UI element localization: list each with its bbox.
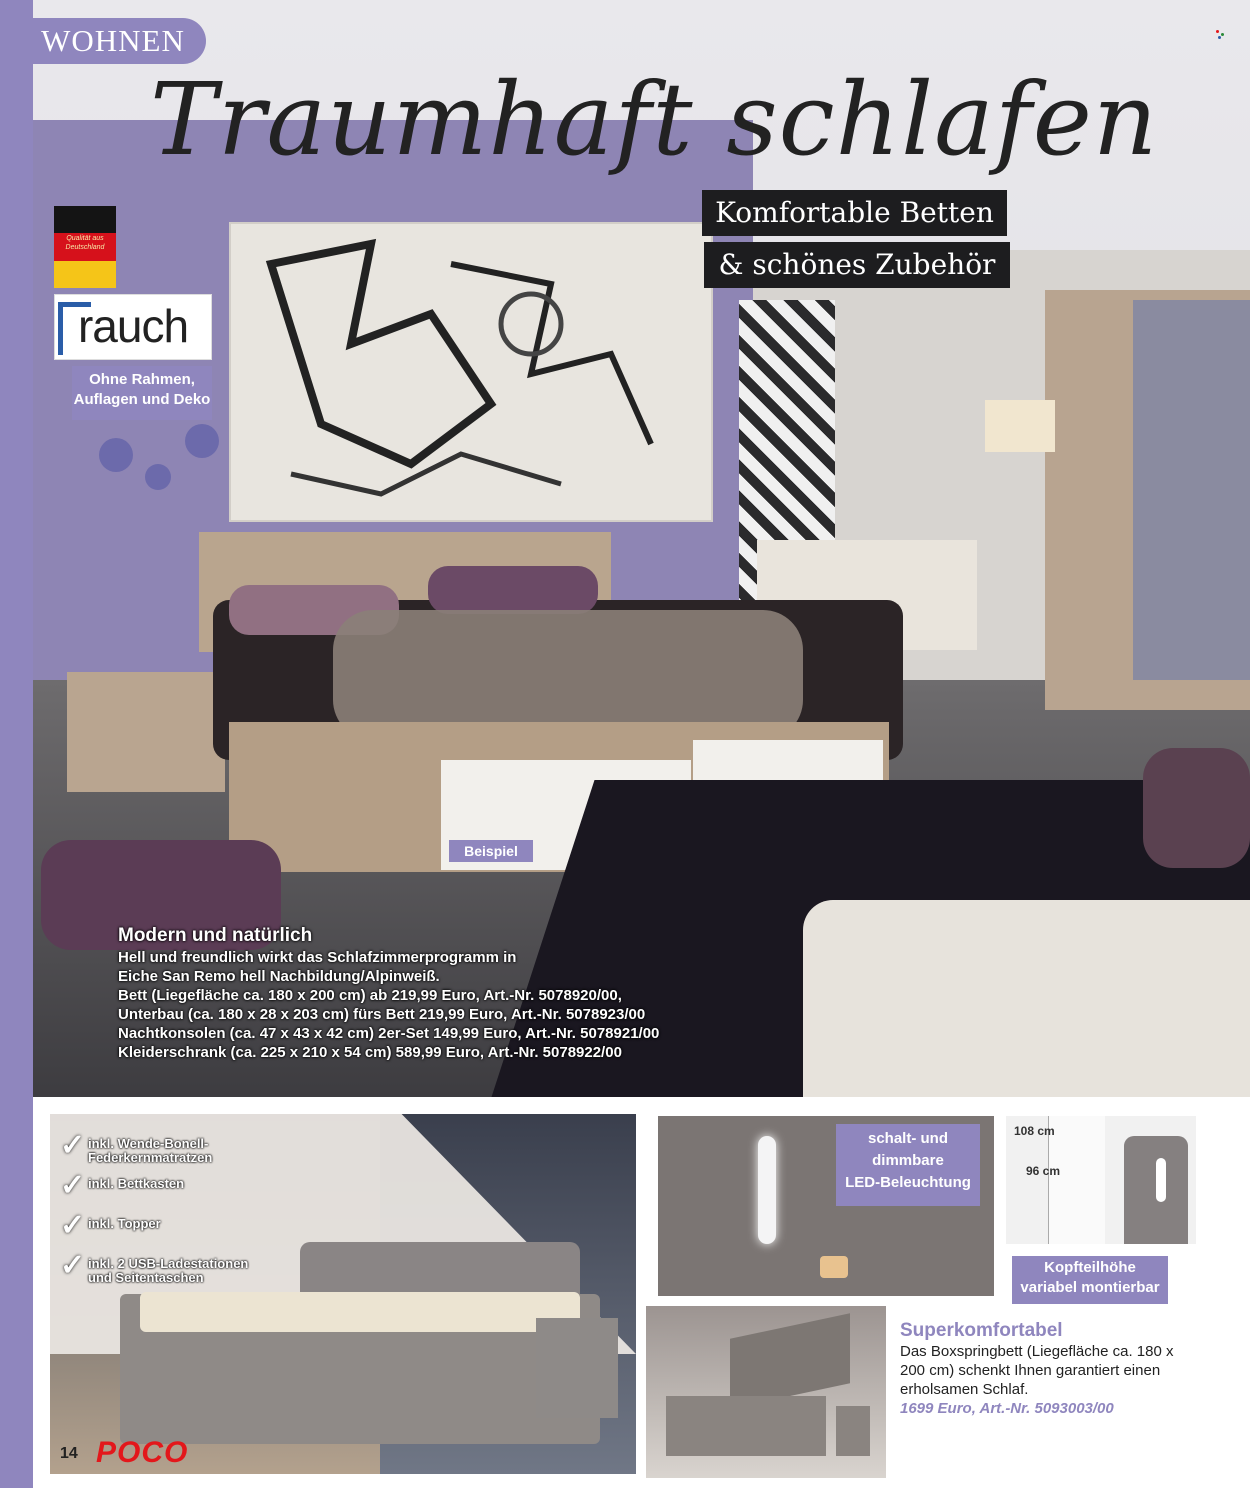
product-line: Kleiderschrank (ca. 225 x 210 x 54 cm) 589,99 Euro, Art.-Nr. 5078922/00 <box>118 1044 622 1061</box>
feature-text <box>88 1257 248 1285</box>
checkmark-icon: ✓ <box>60 1169 86 1202</box>
feature-item <box>60 1209 280 1253</box>
floor-lamp-shade <box>985 400 1055 452</box>
product-line: Hell und freundlich wirkt das Schlafzimmerprogramm in <box>118 949 517 966</box>
product-line: 200 cm) schenkt Ihnen garantiert einen <box>900 1362 1161 1379</box>
feature-text-line: inkl. Bettkasten <box>88 1176 185 1191</box>
color-dot <box>1218 36 1221 39</box>
bedbox-storage-photo <box>646 1306 886 1478</box>
feature-list <box>60 1129 280 1293</box>
led-light <box>758 1136 776 1244</box>
feature-item <box>60 1249 280 1293</box>
topper <box>140 1292 580 1332</box>
rauch-logo-mark <box>58 302 91 355</box>
flower <box>99 438 133 472</box>
subline-box: Komfortable Betten <box>702 190 1007 236</box>
checkmark-icon: ✓ <box>60 1249 86 1282</box>
flag-quality-text: Qualität aus Deutschland <box>65 235 105 251</box>
bed-blanket <box>333 610 803 740</box>
height-label-line: Kopfteilhöhe <box>1044 1259 1136 1276</box>
product-title: Superkomfortabel <box>900 1320 1063 1341</box>
nightstand <box>536 1318 618 1418</box>
wardrobe-mirror <box>1133 300 1250 680</box>
poco-logo: POCO <box>96 1436 189 1469</box>
usb-charger-icon <box>820 1256 848 1278</box>
frame-note-badge: Ohne Rahmen, Auflagen und Deko <box>72 366 212 420</box>
rauch-logo: rauch <box>54 294 212 360</box>
section-tab: WOHNEN <box>20 18 206 64</box>
product-line: Eiche San Remo hell Nachbildung/Alpinweiß. <box>118 968 440 985</box>
height-label-line: variabel montierbar <box>1020 1279 1160 1296</box>
left-accent-stripe <box>0 0 33 1488</box>
feature-text-line: und Seitentaschen <box>88 1270 204 1285</box>
feature-text <box>88 1177 184 1191</box>
pillow <box>428 566 598 614</box>
product-price: 1699 Euro, Art.-Nr. 5093003/00 <box>900 1400 1114 1417</box>
color-dot <box>1216 30 1219 33</box>
ruler <box>1048 1116 1105 1244</box>
feature-text-line: inkl. Topper <box>88 1216 161 1231</box>
checkmark-icon: ✓ <box>60 1209 86 1242</box>
floor-cushion <box>1143 748 1250 868</box>
product-line: Nachtkonsolen (ca. 47 x 43 x 42 cm) 2er-Set 149,99 Euro, Art.-Nr. 5078921/00 <box>118 1025 660 1042</box>
headboard-height-photo <box>1006 1116 1196 1244</box>
example-badge: Beispiel <box>449 840 533 862</box>
flower <box>145 464 171 490</box>
ruler-mark-top: 108 cm <box>1014 1124 1055 1138</box>
checkmark-icon: ✓ <box>60 1129 86 1162</box>
boxspring-base <box>666 1396 826 1456</box>
page-headline: Traumhaft schlafen <box>150 61 1159 178</box>
feature-text-line: inkl. 2 USB-Ladestationen <box>88 1256 249 1271</box>
feature-text-line: Federkernmatratzen <box>88 1150 213 1165</box>
allium-flowers <box>95 424 225 524</box>
main-product-description <box>118 924 738 1062</box>
led-label-line: LED-Beleuchtung <box>845 1174 971 1191</box>
product-title: Modern und natürlich <box>118 925 313 946</box>
page-number: 14 <box>60 1445 78 1462</box>
white-bench <box>803 900 1250 1097</box>
abstract-painting <box>229 222 713 522</box>
led-label-badge <box>836 1124 980 1206</box>
opened-bed-lid <box>730 1313 850 1409</box>
subline-box: & schönes Zubehör <box>704 242 1010 288</box>
led-label-line: schalt- und <box>867 1130 948 1147</box>
height-label-badge <box>1012 1256 1168 1304</box>
nightstand <box>67 672 225 792</box>
painting-strokes <box>231 224 711 520</box>
color-dot <box>1221 33 1224 36</box>
feature-text-line: inkl. Wende-Bonell- <box>88 1136 209 1151</box>
feature-item <box>60 1129 280 1173</box>
product-line: erholsamen Schlaf. <box>900 1381 1029 1398</box>
boxspring-description <box>900 1320 1230 1418</box>
led-label-line: dimmbare <box>872 1152 944 1169</box>
feature-text <box>88 1217 161 1231</box>
nightstand <box>836 1406 870 1456</box>
product-line: Unterbau (ca. 180 x 28 x 203 cm) fürs Bett 219,99 Euro, Art.-Nr. 5078923/00 <box>118 1006 646 1023</box>
product-line: Bett (Liegefläche ca. 180 x 200 cm) ab 219,99 Euro, Art.-Nr. 5078920/00, <box>118 987 622 1004</box>
print-color-marks <box>1216 30 1226 40</box>
product-line: Das Boxspringbett (Liegefläche ca. 180 x <box>900 1343 1174 1360</box>
feature-item <box>60 1169 280 1213</box>
led-light <box>1156 1158 1166 1202</box>
flower <box>185 424 219 458</box>
feature-text <box>88 1137 212 1165</box>
ruler-mark-bottom: 96 cm <box>1026 1164 1061 1178</box>
